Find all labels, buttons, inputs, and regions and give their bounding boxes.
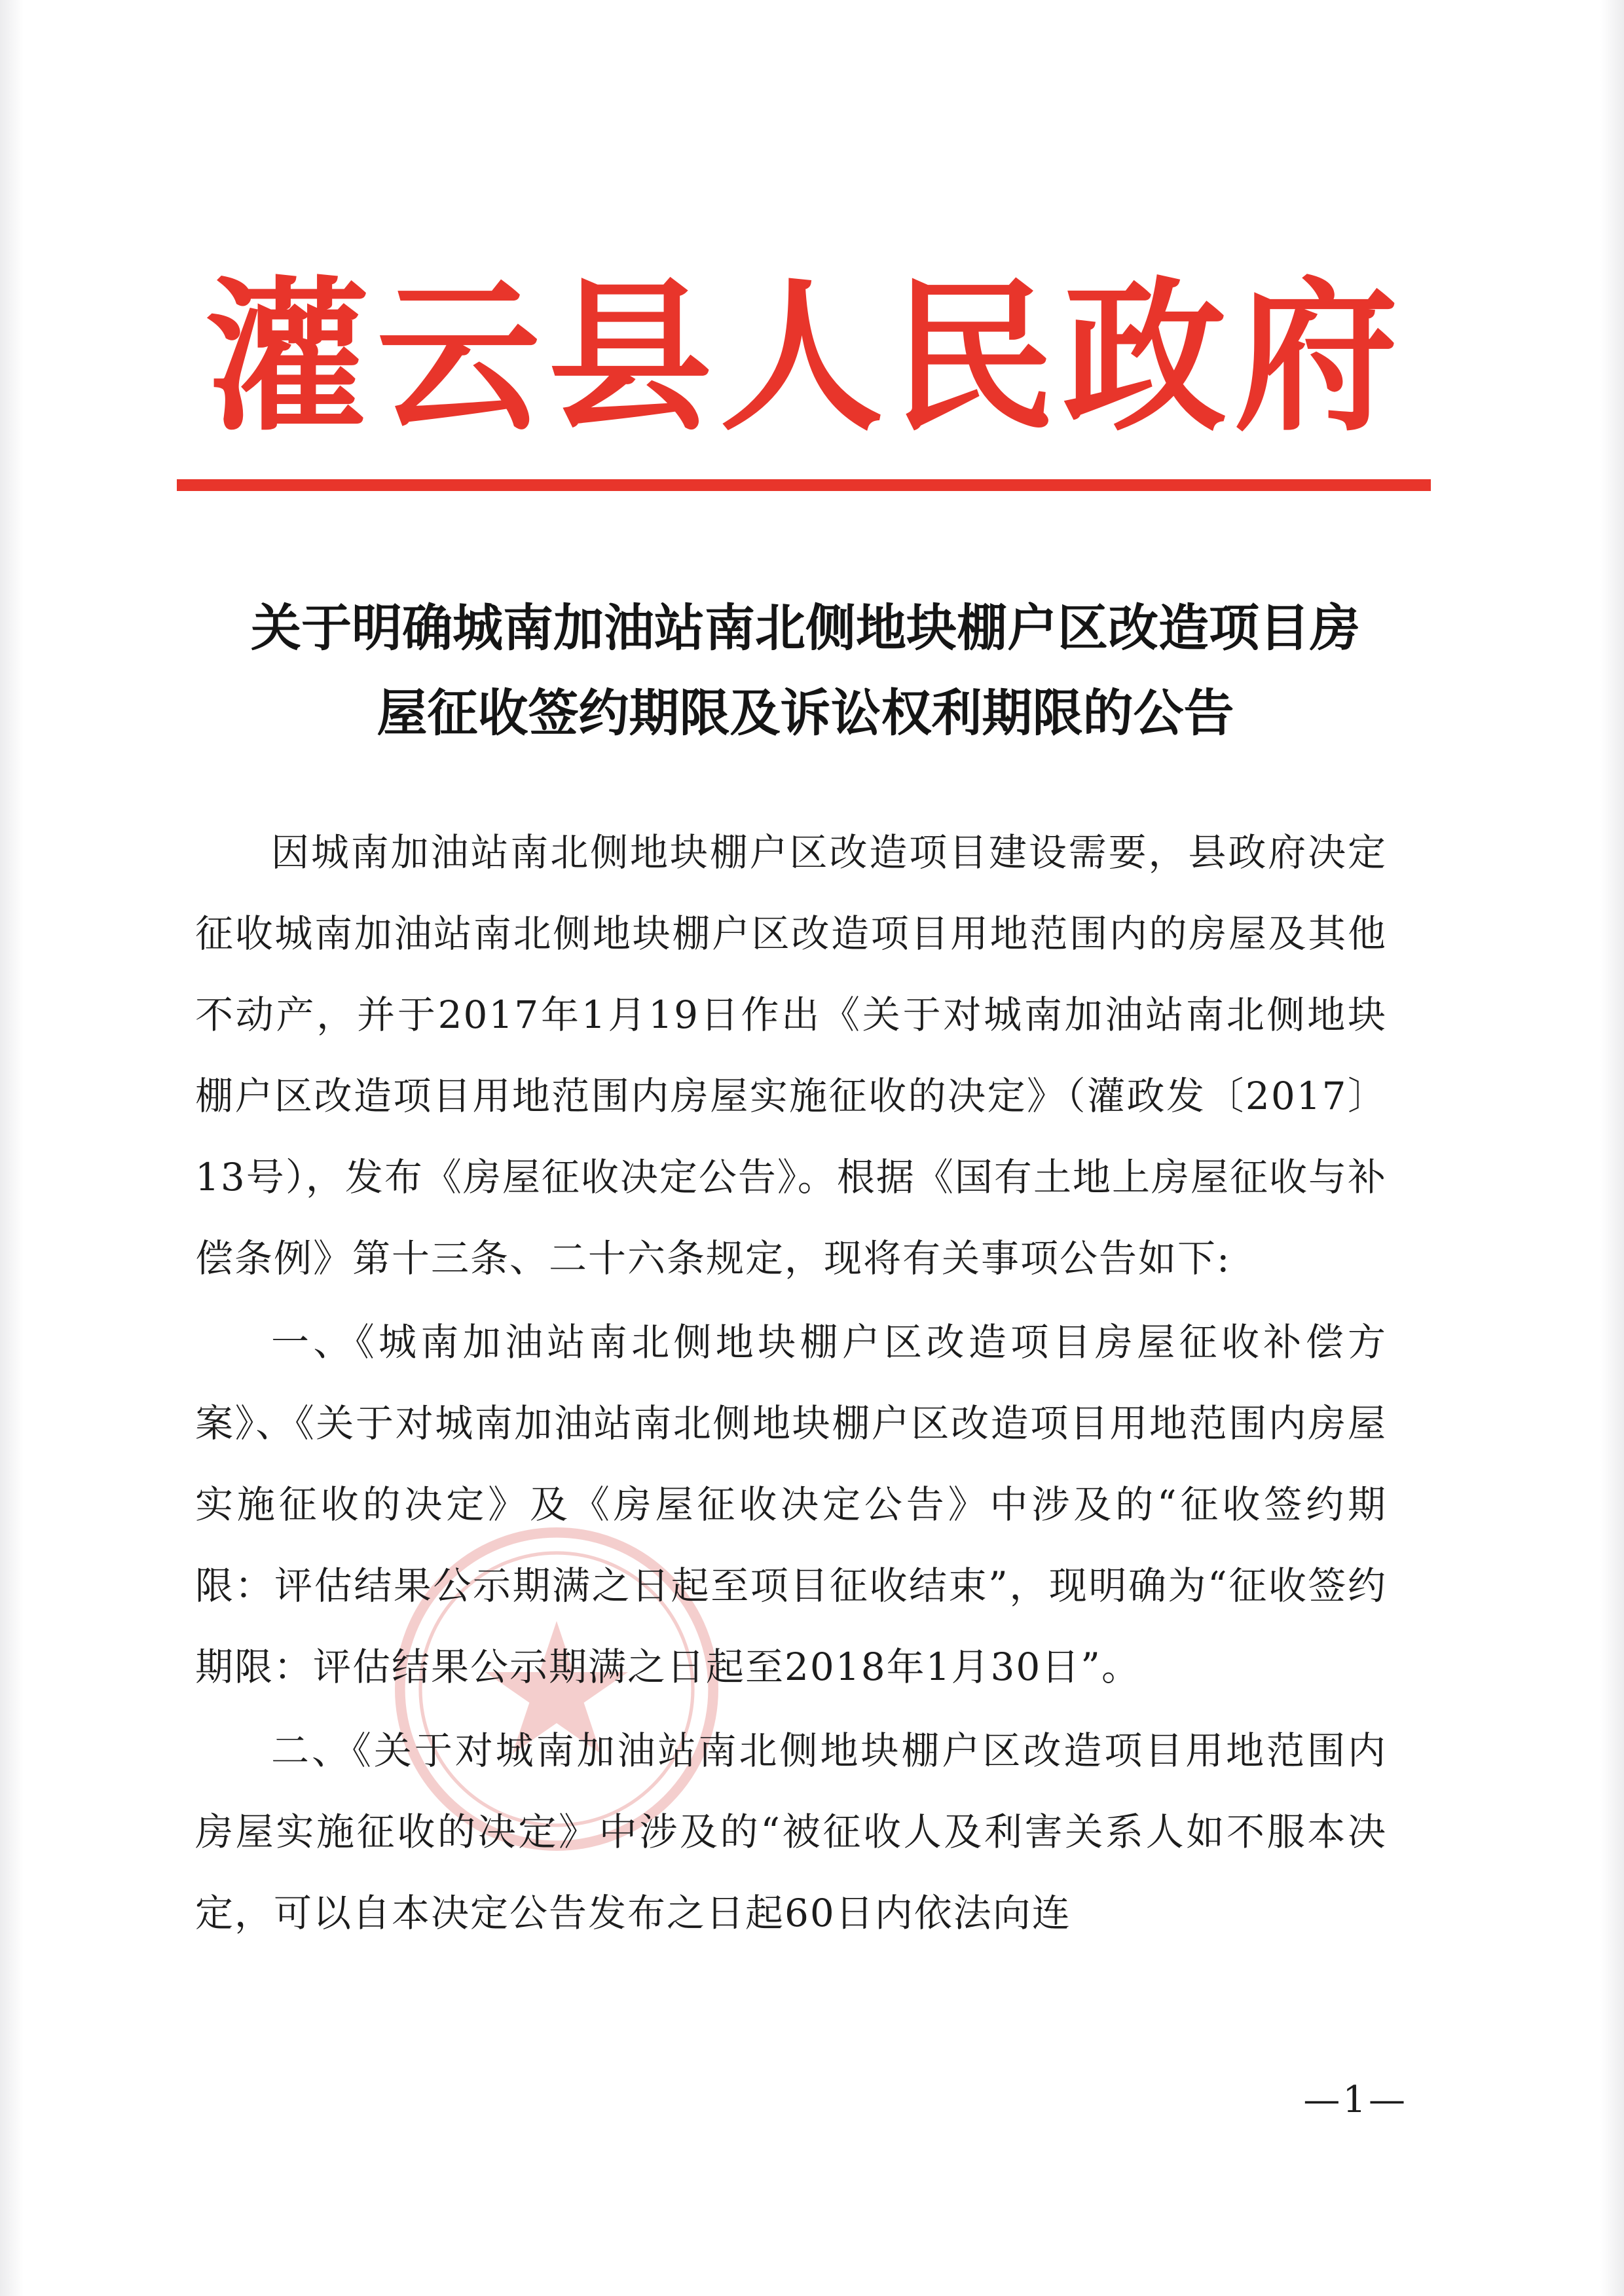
body-paragraph-item-2: 二、《关于对城南加油站南北侧地块棚户区改造项目用地范围内房屋实施征收的决定》中涉及的“被征收人及利害关系人如不服本决定，可以自本决定公告发布之日起60日内依法向连 (195, 1728, 1387, 1935)
document-body (195, 812, 1387, 1954)
title-line-2: 屋征收签约期限及诉讼权利期限的公告 (377, 684, 1234, 743)
page-right-shadow (1600, 0, 1624, 2296)
page-left-shadow (0, 0, 24, 2296)
body-paragraph-intro: 因城南加油站南北侧地块棚户区改造项目建设需要，县政府决定征收城南加油站南北侧地块棚户区改造项目用地范围内的房屋及其他不动产，并于2017年1月19日作出《关于对城南加油站南北侧地块棚户区改造项目用地范围内房屋实施征收的决定》（灌政发〔2017〕13号），发布《房屋征收决定公告》。根据《国有土地上房屋征收与补偿条例》第十三条、二十六条规定，现将有关事项公告如下: (195, 830, 1387, 1281)
page-number: —1— (1303, 2079, 1408, 2121)
title-line-1: 关于明确城南加油站南北侧地块棚户区改造项目房 (251, 599, 1360, 658)
document-title (190, 586, 1421, 756)
issuer-masthead: 灌云县人民政府 (205, 261, 1406, 453)
body-paragraph-item-1: 一、《城南加油站南北侧地块棚户区改造项目房屋征收补偿方案》、《关于对城南加油站南北侧地块棚户区改造项目用地范围内房屋实施征收的决定》及《房屋征收决定公告》中涉及的“征收签约期限：评估结果公示期满之日起至项目征收结束”，现明确为“征收签约期限：评估结果公示期满之日起至2018年1月30日”。 (195, 1320, 1387, 1689)
masthead-red-rule (177, 479, 1431, 491)
